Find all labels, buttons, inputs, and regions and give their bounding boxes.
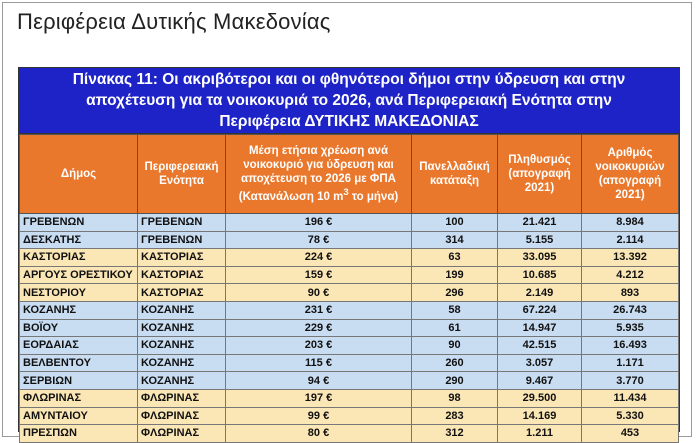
cell-municipality: ΑΜΥΝΤΑΙΟΥ <box>20 407 138 425</box>
table-row <box>20 301 679 319</box>
table-header-row <box>20 135 679 214</box>
header-dimos-label: Δήμος <box>60 168 97 180</box>
header-pop-line-1: Πληθυσμός <box>508 154 571 166</box>
cell-national-rank: 199 <box>412 266 498 284</box>
header-population <box>498 135 582 214</box>
header-pop-line-2: (απογραφή <box>508 168 571 180</box>
caption-line-3: Περιφέρεια ΔΥΤΙΚΗΣ ΜΑΚΕΔΟΝΙΑΣ <box>219 113 479 130</box>
header-households <box>582 135 679 214</box>
cell-population: 29.500 <box>498 389 582 407</box>
cell-national-rank: 58 <box>412 301 498 319</box>
cell-region-unit: ΦΛΩΡΙΝΑΣ <box>138 425 226 443</box>
cell-region-unit: ΚΟΖΑΝΗΣ <box>138 319 226 337</box>
header-hh-line-3: (απογραφή <box>598 175 662 187</box>
cell-households: 11.434 <box>582 389 679 407</box>
cell-national-rank: 312 <box>412 425 498 443</box>
cell-national-rank: 314 <box>412 231 498 249</box>
cell-population: 2.149 <box>498 284 582 302</box>
cell-households: 1.171 <box>582 354 679 372</box>
cell-population: 21.421 <box>498 214 582 232</box>
cell-annual-fee: 80 € <box>226 425 412 443</box>
header-fee-line-4-pre: (Κατανάλωση 10 m <box>238 190 344 203</box>
header-fee-line-2: νοικοκυριό για ύδρευση και <box>243 159 394 172</box>
cell-municipality: ΔΕΣΚΑΤΗΣ <box>20 231 138 249</box>
cell-national-rank: 290 <box>412 372 498 390</box>
header-fee-line-3: αποχέτευση το 2026 με ΦΠΑ <box>241 173 396 186</box>
header-annual-fee <box>226 135 412 214</box>
cell-region-unit: ΚΟΖΑΝΗΣ <box>138 372 226 390</box>
cell-region-unit: ΚΟΖΑΝΗΣ <box>138 354 226 372</box>
cell-population: 10.685 <box>498 266 582 284</box>
cell-annual-fee: 90 € <box>226 284 412 302</box>
cell-national-rank: 260 <box>412 354 498 372</box>
table-row <box>20 372 679 390</box>
cell-annual-fee: 78 € <box>226 231 412 249</box>
cell-households: 13.392 <box>582 249 679 267</box>
header-national-rank <box>412 135 498 214</box>
cell-households: 2.114 <box>582 231 679 249</box>
cell-region-unit: ΓΡΕΒΕΝΩΝ <box>138 231 226 249</box>
header-hh-line-4: 2021) <box>615 189 645 201</box>
header-dimos <box>20 135 138 214</box>
cell-municipality: ΚΑΣΤΟΡΙΑΣ <box>20 249 138 267</box>
table-caption <box>19 68 679 134</box>
cell-national-rank: 98 <box>412 389 498 407</box>
cell-municipality: ΝΕΣΤΟΡΙΟΥ <box>20 284 138 302</box>
cell-population: 5.155 <box>498 231 582 249</box>
municipality-table <box>19 134 679 443</box>
cell-annual-fee: 203 € <box>226 337 412 355</box>
header-fee-line-1: Μέση ετήσια χρέωση ανά <box>248 145 389 158</box>
header-fee-line-4-sup: 3 <box>343 187 349 199</box>
header-rank-line-2: κατάταξη <box>429 175 479 187</box>
header-fee-line-4-post: το μήνα) <box>348 190 399 203</box>
cell-annual-fee: 197 € <box>226 389 412 407</box>
header-pop-line-3: 2021) <box>524 182 555 194</box>
table-row <box>20 284 679 302</box>
table-body <box>20 214 679 443</box>
caption-line-2: αποχέτευση για τα νοικοκυριά το 2026, ανά Περιφερειακή Ενότητα στην <box>86 92 612 109</box>
cell-households: 3.770 <box>582 372 679 390</box>
table-row <box>20 354 679 372</box>
data-table-container <box>18 67 680 440</box>
header-region-unit-line-1: Περιφερειακή <box>144 161 219 173</box>
table-row <box>20 231 679 249</box>
table-row <box>20 337 679 355</box>
cell-households: 4.212 <box>582 266 679 284</box>
cell-population: 14.169 <box>498 407 582 425</box>
cell-municipality: ΑΡΓΟΥΣ ΟΡΕΣΤΙΚΟΥ <box>20 266 138 284</box>
cell-municipality: ΠΡΕΣΠΩΝ <box>20 425 138 443</box>
cell-municipality: ΣΕΡΒΙΩΝ <box>20 372 138 390</box>
cell-municipality: ΓΡΕΒΕΝΩΝ <box>20 214 138 232</box>
cell-population: 67.224 <box>498 301 582 319</box>
header-hh-line-2: νοικοκυριών <box>595 161 665 173</box>
cell-annual-fee: 159 € <box>226 266 412 284</box>
cell-population: 14.947 <box>498 319 582 337</box>
cell-households: 893 <box>582 284 679 302</box>
cell-households: 8.984 <box>582 214 679 232</box>
cell-annual-fee: 196 € <box>226 214 412 232</box>
header-hh-line-1: Αριθμός <box>607 147 653 159</box>
caption-line-1: Πίνακας 11: Οι ακριβότεροι και οι φθηνότεροι δήμοι στην ύδρευση και στην <box>72 71 626 88</box>
cell-region-unit: ΦΛΩΡΙΝΑΣ <box>138 389 226 407</box>
cell-population: 42.515 <box>498 337 582 355</box>
header-fee-line-4 <box>228 186 409 204</box>
header-region-unit-line-2: Ενότητα <box>159 175 204 187</box>
cell-region-unit: ΚΟΖΑΝΗΣ <box>138 301 226 319</box>
cell-households: 453 <box>582 425 679 443</box>
cell-national-rank: 61 <box>412 319 498 337</box>
cell-municipality: ΒΟΪΟΥ <box>20 319 138 337</box>
page-title: Περιφέρεια Δυτικής Μακεδονίας <box>17 9 331 34</box>
header-region-unit <box>138 135 226 214</box>
cell-annual-fee: 94 € <box>226 372 412 390</box>
cell-households: 16.493 <box>582 337 679 355</box>
cell-national-rank: 100 <box>412 214 498 232</box>
cell-annual-fee: 231 € <box>226 301 412 319</box>
cell-region-unit: ΚΑΣΤΟΡΙΑΣ <box>138 266 226 284</box>
cell-national-rank: 90 <box>412 337 498 355</box>
cell-households: 26.743 <box>582 301 679 319</box>
cell-region-unit: ΚΑΣΤΟΡΙΑΣ <box>138 249 226 267</box>
cell-population: 9.467 <box>498 372 582 390</box>
cell-region-unit: ΚΟΖΑΝΗΣ <box>138 337 226 355</box>
cell-households: 5.330 <box>582 407 679 425</box>
table-row <box>20 214 679 232</box>
cell-national-rank: 283 <box>412 407 498 425</box>
table-row <box>20 319 679 337</box>
cell-national-rank: 63 <box>412 249 498 267</box>
table-row <box>20 249 679 267</box>
cell-annual-fee: 229 € <box>226 319 412 337</box>
table-row <box>20 389 679 407</box>
cell-population: 1.211 <box>498 425 582 443</box>
cell-municipality: ΒΕΛΒΕΝΤΟΥ <box>20 354 138 372</box>
cell-region-unit: ΓΡΕΒΕΝΩΝ <box>138 214 226 232</box>
cell-region-unit: ΚΑΣΤΟΡΙΑΣ <box>138 284 226 302</box>
cell-annual-fee: 99 € <box>226 407 412 425</box>
cell-households: 5.935 <box>582 319 679 337</box>
cell-municipality: ΕΟΡΔΑΙΑΣ <box>20 337 138 355</box>
cell-municipality: ΦΛΩΡΙΝΑΣ <box>20 389 138 407</box>
cell-annual-fee: 115 € <box>226 354 412 372</box>
table-row <box>20 266 679 284</box>
cell-municipality: ΚΟΖΑΝΗΣ <box>20 301 138 319</box>
cell-region-unit: ΦΛΩΡΙΝΑΣ <box>138 407 226 425</box>
cell-population: 3.057 <box>498 354 582 372</box>
document-frame <box>2 2 692 440</box>
cell-national-rank: 296 <box>412 284 498 302</box>
header-rank-line-1: Πανελλαδική <box>419 161 490 173</box>
table-row <box>20 425 679 443</box>
cell-annual-fee: 224 € <box>226 249 412 267</box>
cell-population: 33.095 <box>498 249 582 267</box>
table-row <box>20 407 679 425</box>
